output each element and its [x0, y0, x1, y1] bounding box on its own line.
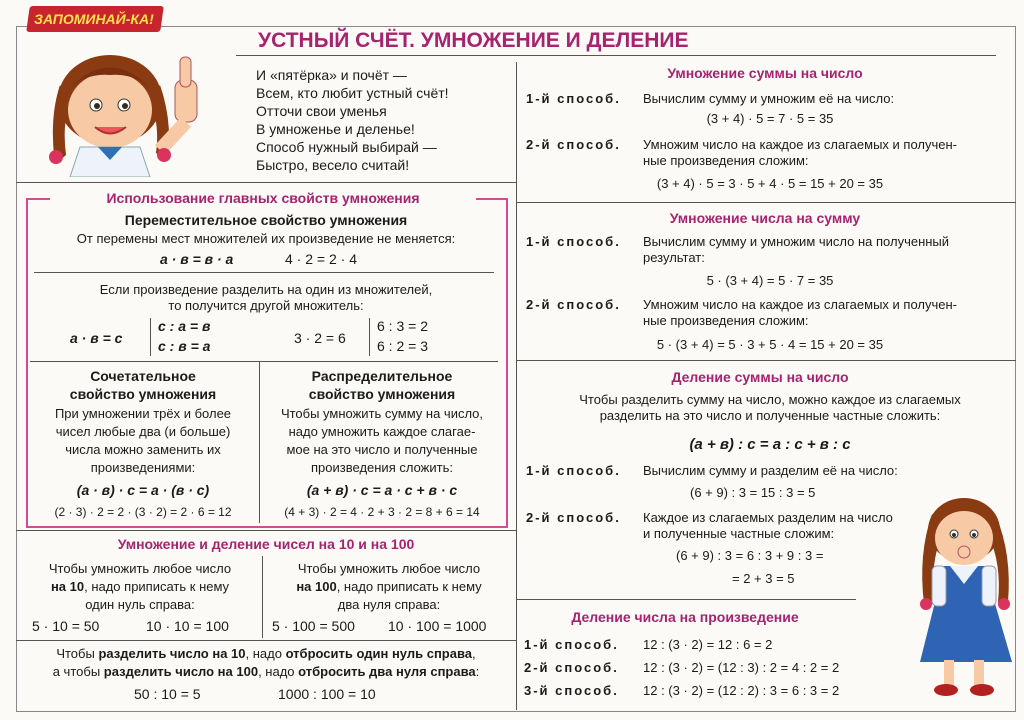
comm-bracket-2: с : в = а	[158, 338, 211, 354]
distr-example: (4 + 3) · 2 = 4 · 2 + 3 · 2 = 8 + 6 = 14	[284, 505, 480, 519]
div-a1: Чтобы	[56, 646, 99, 661]
tens-right-ex1: 5 · 100 = 500	[272, 618, 355, 634]
comm-text: От перемены мест множителей их произведение не меняется:	[76, 231, 456, 246]
s3-method2-label: 2-й способ.	[526, 510, 621, 525]
s3-method2-text2: и полученные частные сложим:	[643, 526, 835, 541]
comm-left-formula: а · в = с	[70, 330, 123, 346]
props-header-line-left	[26, 198, 50, 200]
s3-top-line	[516, 360, 1016, 361]
tens-left-line-3: один нуль справа:	[85, 597, 195, 612]
distr-title-2: свойство умножения	[308, 386, 456, 402]
div-a4: отбросить один нуль справа	[285, 646, 473, 661]
s1-method1-label: 1-й способ.	[526, 91, 621, 106]
s2-method1-text1: Вычислим сумму и умножим число на полученный	[643, 234, 950, 249]
assoc-title-1: Сочетательное	[90, 368, 196, 384]
s1-method2-label: 2-й способ.	[526, 137, 621, 152]
distr-formula: (а + в) · с = а · с + в · с	[306, 482, 458, 498]
s2-method2-example: 5 · (3 + 4) = 5 · 3 + 5 · 4 = 15 + 20 = 35	[656, 337, 884, 352]
assoc-line-4: произведениями:	[90, 460, 196, 475]
div-a5: ,	[472, 646, 476, 661]
comm-ex-bracket	[369, 318, 370, 356]
tens-header: Умножение и деление чисел на 10 и на 100	[117, 536, 415, 552]
s2-method1-text2: результат:	[643, 250, 705, 265]
s3-intro-2: разделить на это число и полученные частные сложить:	[599, 408, 941, 423]
tens-left-line-2	[20, 579, 260, 595]
s1-header: Умножение суммы на число	[667, 65, 863, 81]
comm-example: 4 · 2 = 2 · 4	[285, 251, 357, 267]
distr-line-4: произведения сложить:	[311, 460, 453, 475]
s4-method1-label: 1-й способ.	[524, 637, 619, 652]
s2-method2-text2: ные произведения сложим:	[643, 313, 809, 328]
tens-left-rest: , надо приписать к нему	[84, 579, 230, 594]
distr-line-3: мое на это число и полученные	[286, 442, 478, 457]
s4-method1-example: 12 : (3 · 2) = 12 : 6 = 2	[643, 637, 773, 652]
s1-method2-text1: Умножим число на каждое из слагаемых и получен-	[643, 137, 957, 152]
tens-right-line-3: два нуля справа:	[337, 597, 441, 612]
s1-method1-example: (3 + 4) · 5 = 7 · 5 = 35	[706, 111, 834, 126]
poem-line-4: В умноженье и деленье!	[256, 121, 415, 137]
distr-title-1: Распределительное	[311, 368, 453, 384]
div-a2: разделить число на 10	[98, 646, 246, 661]
s3-intro-1: Чтобы разделить сумму на число, можно каждое из слагаемых	[579, 392, 961, 407]
tens-div-line-1	[16, 646, 516, 662]
tens-div-ex1: 50 : 10 = 5	[134, 686, 201, 702]
center-divider	[516, 62, 517, 710]
comm-ex-bracket-1: 6 : 3 = 2	[377, 318, 428, 334]
props-frame-left	[26, 198, 28, 526]
tens-right-line-2	[266, 579, 512, 595]
assoc-distr-top-line	[30, 361, 498, 362]
s2-method2-text1: Умножим число на каждое из слагаемых и получен-	[643, 297, 957, 312]
comm-title: Переместительное свойство умножения	[124, 212, 408, 228]
s3-header: Деление суммы на число	[671, 369, 849, 385]
assoc-line-2: чисел любые два (и больше)	[55, 424, 231, 439]
s3-method1-text: Вычислим сумму и разделим её на число:	[643, 463, 898, 478]
poem-line-3: Отточи свои уменья	[256, 103, 387, 119]
s3-method2-example-1: (6 + 9) : 3 = 6 : 3 + 9 : 3 =	[676, 548, 824, 563]
s2-top-line	[516, 202, 1016, 203]
s3-formula: (а + в) : с = а : с + в : с	[689, 436, 851, 453]
poem-line-2: Всем, кто любит устный счёт!	[256, 85, 449, 101]
props-frame-right	[506, 198, 508, 526]
tens-right-rest: , надо приписать к нему	[336, 579, 482, 594]
div-b3: , надо	[258, 664, 299, 679]
tens-div-line-2	[16, 664, 516, 680]
s4-method2-label: 2-й способ.	[524, 660, 619, 675]
div-b4: отбросить два нуля справа	[298, 664, 476, 679]
tens-top-line	[16, 530, 516, 531]
s1-method2-example: (3 + 4) · 5 = 3 · 5 + 4 · 5 = 15 + 20 = 35	[656, 176, 884, 191]
s3-method2-example-2: = 2 + 3 = 5	[732, 571, 795, 586]
comm-ex-bracket-2: 6 : 2 = 3	[377, 338, 428, 354]
s1-method2-text2: ные произведения сложим:	[643, 153, 809, 168]
poem-line-1: И «пятёрка» и почёт —	[256, 67, 407, 83]
tens-div-top-line	[16, 640, 516, 641]
assoc-line-3: числа можно заменить их	[65, 442, 221, 457]
props-top-line	[16, 182, 516, 183]
s3-method1-example: (6 + 9) : 3 = 15 : 3 = 5	[690, 485, 816, 500]
tens-right-line-1: Чтобы умножить любое число	[297, 561, 481, 576]
page-title: УСТНЫЙ СЧЁТ. УМНОЖЕНИЕ И ДЕЛЕНИЕ	[258, 29, 689, 52]
comm-ex-left: 3 · 2 = 6	[294, 330, 346, 346]
distr-line-2: надо умножить каждое слагае-	[288, 424, 476, 439]
tens-div-ex2: 1000 : 100 = 10	[278, 686, 376, 702]
comm-formula: а · в = в · а	[160, 251, 234, 267]
div-b2: разделить число на 100	[103, 664, 259, 679]
assoc-title-2: свойство умножения	[69, 386, 217, 402]
girl-thinking-illustration	[912, 494, 1020, 704]
comm-divider	[34, 272, 494, 273]
poem-line-6: Быстро, весело считай!	[256, 157, 410, 173]
tens-divider	[262, 556, 263, 638]
props-header-line-right	[476, 198, 508, 200]
tens-left-ex1: 5 · 10 = 50	[32, 618, 100, 634]
s2-method2-label: 2-й способ.	[526, 297, 621, 312]
comm-bracket-1: с : а = в	[158, 318, 211, 334]
s1-method1-text: Вычислим сумму и умножим её на число:	[643, 91, 895, 106]
assoc-line-1: При умножении трёх и более	[54, 406, 232, 421]
tens-left-bold: на 10	[50, 579, 85, 594]
badge-text: ЗАПОМИНАЙ-КА!	[34, 11, 154, 27]
distr-line-1: Чтобы умножить сумму на число,	[280, 406, 484, 421]
div-a3: , надо	[245, 646, 286, 661]
s4-header: Деление числа на произведение	[571, 609, 799, 625]
tens-left-line-1: Чтобы умножить любое число	[48, 561, 232, 576]
s4-method3-label: 3-й способ.	[524, 683, 619, 698]
props-frame-bottom	[26, 526, 508, 528]
props-header: Использование главных свойств умножения	[106, 190, 420, 206]
s4-method2-example: 12 : (3 · 2) = (12 : 3) : 2 = 4 : 2 = 2	[643, 660, 840, 675]
comm-text2b: то получится другой множитель:	[168, 298, 364, 313]
div-b1: а чтобы	[52, 664, 104, 679]
comm-bracket	[150, 318, 151, 356]
title-underline	[236, 55, 996, 56]
s2-method1-label: 1-й способ.	[526, 234, 621, 249]
comm-text2a: Если произведение разделить на один из множителей,	[99, 282, 433, 297]
div-b5: :	[475, 664, 480, 679]
poem-line-5: Способ нужный выбирай —	[256, 139, 437, 155]
girl-thumbs-up-illustration	[40, 45, 220, 177]
s4-top-line	[516, 599, 856, 600]
assoc-formula: (а · в) · с = а · (в · с)	[76, 482, 210, 498]
s3-method2-text1: Каждое из слагаемых разделим на число	[643, 510, 893, 525]
s4-method3-example: 12 : (3 · 2) = (12 : 2) : 3 = 6 : 3 = 2	[643, 683, 840, 698]
assoc-example: (2 · 3) · 2 = 2 · (3 · 2) = 2 · 6 = 12	[54, 505, 232, 519]
assoc-distr-divider	[259, 361, 260, 523]
s2-header: Умножение числа на сумму	[669, 210, 861, 226]
tens-left-ex2: 10 · 10 = 100	[146, 618, 229, 634]
s2-method1-example: 5 · (3 + 4) = 5 · 7 = 35	[706, 273, 834, 288]
s3-method1-label: 1-й способ.	[526, 463, 621, 478]
tens-right-bold: на 100	[296, 579, 337, 594]
tens-right-ex2: 10 · 100 = 1000	[388, 618, 487, 634]
